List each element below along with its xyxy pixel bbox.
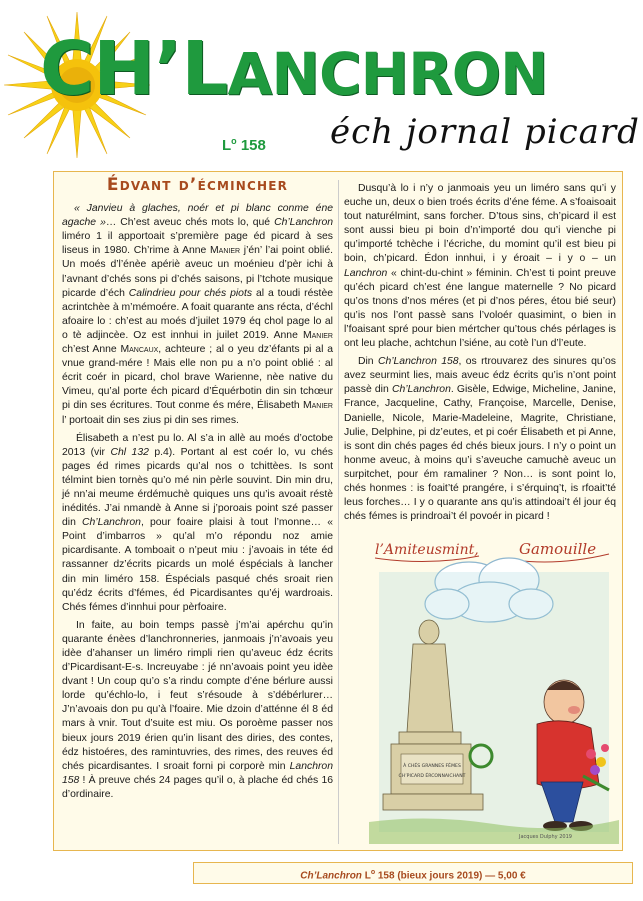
paragraph: Din Ch’Lanchron 158, os rtrouvarez des sinures qu’os avez seurmint lies, mais aveuc édz écrits qu’is n’ont point passè din Ch’Lanchron. Gisèle, Edwige, Micheline, Janine, France, Jacqueline, Cathy, Françoise, Marcelle, Denise, Danielle, Nicole, Marie-Madeleine, Magrite, Christiane, Julie, Delphine, pi dz’eutes, et pi coér Élisabeth et pi Anne, is sont din chés pages éd chés bieux jours. I n’y o point un honme aveuc, à moins qu’i s’aveuche camuchè aveuc un surpitchet, pour ém ramaliner ? Non… is sont point lo, chés honmes : is foait’té prangére, i s’érquinq’t, is rfoait’té leus forches… I y o quarante ans qu’is attindoai’t él jour éq chés fémes is prindroai’t él povoér in picard ! <box>344 356 616 523</box>
left-column <box>62 172 333 806</box>
signature-text: Gamouille <box>519 540 597 558</box>
plaque-line: CH’PICARD ÉRCONNAICHANT <box>398 774 466 779</box>
paragraph: Élisabeth a n’est pu lo. Al s’a in allè au moés d’octobe 2013 (vir Chl 132 p.4). Portant al est coér lo, vu chés pages éd rimes picards qu’al nos o tchittèes. Is sont télmint bien tornès qu’o mé nin pèrle souvint. Din min dru, jé nn’ai meume érdémuchè quiques uns qu’is avoait réstè inédités. J’ai nmandè à Anne si j’poroais point szé passer din Ch’Lanchron, pour foaire plaisi à tout l’monne… « Point d’imbarros » qu’al m’o répondu noz amie picardisante. A tomboait o n’peut miu : j’avoais in téte éd rassanner dz’écrits picards un molé éspécials à lancher din min liméro 158. Éspécials pasqué chés sroait rien qu’édz écrits d’fémes, éd Picardisantes qu’éj wardroais. Chés fémes d’innhui pour pèrfoaire. <box>62 432 333 613</box>
column-divider <box>338 180 339 844</box>
journal-title: CH’LANCHRON <box>40 26 548 112</box>
right-column <box>344 172 616 528</box>
paragraph: In faite, au boin temps passè j’m’ai apérchu qu’in quarante énèes d’lanchronneries, janmoais j’n’avoais yeu idèe d’ahanser un liméro rimpli rien qu’aveuc édz écrits d’Picardisant-E-s. Increuyabe : jé nn’avoais point yeu idèe dvant ! Un coup qu’o s’a rindu compte d’éne bérlure aussi lorde qu’échlo-lo, i feut s’résoude à s’débérlurer… J’n’avoais don pu qu’à l’foaire. Mie dzoin d’atténne él 8 éd mars à vnir. Tout d’suite est miu. Os poroème passer nos bieux jours 2019 érien qu’in lisant des diries, des contes, édz histoéres, des ramintuvries, des rimes, des reuves éd chés picardisantes. I sroait forni pi corporè min Lanchron 158 ! À preuve chés 24 pages qu’il o, à plache éd chés 16 d’ordinaire. <box>62 619 333 800</box>
article-frame <box>53 171 623 851</box>
artist-credit: Jacques Dulphy 2019 <box>519 834 572 840</box>
issue-number: $L^o$ 158 <box>222 136 266 154</box>
article-headline: Édvant d’écmincher <box>106 175 289 195</box>
plaque-line: À CHÉS GRANNES FÉMES <box>403 764 461 769</box>
paragraph: Dusqu’à lo i n’y o janmoais yeu un liméro sans qu’i y euche un, deux o bien troés écrits d’éne féme. A s’foaisoait tout naturélmint, sans forcher. D’tous sins, ch’picard il est sont aussi bieu pi boin d’n’importé dou qu’i vienche pi qu’importé tchèche i l’écriche, du momint qu’il est bieu pi boin, ch’picard. Édon innhui, i y éroait – i y o – un Lanchron « chint-du-chint » féminin. Ch’est ti point preuve qu’éch picard ch’est éne langue maternelle ? No picard qu’os tnons d’nos méres (et pi d’nos péres, étou bié seur) qu’is nos l’ont passè sans l’voloér quasimint, o bien in l’foaisant spré pour bien mértcher qu’tous chés pérlages is ont leu plache, achtchun l’siéne, au cotè l’un d’l’eute. <box>344 183 616 350</box>
paragraph: « Janvieu à glaches, noér et pi blanc conme éne agache »… Ch’est aveuc chés mots lo, qué Ch’Lanchron liméro 1 il apportoait s’première page éd picard à ses liseus in 1980. Ch’rime à Anne Manier j’én’ l’ai point oblié. Un moés d’l’énèe apériè aveuc un moénieu d’pèr ichi à l’avnant d’chés sons pi d’chés saisons, pi l’tchote musique picarde d’éch Calindrieu pour chés piots al a toudi réstèe acrintchèe à m’mémoére. A foait quarante ans récta, d’échl afoaire lo : ch’est au moés d’juilet 1979 éq chol page lo al o tè adjincèe. Oz est innhui in juilet 2019. Anne Manier ch’est Anne Mancaux, achteure ; al o yeu dz’éfants pi al a vnue grand-mére ! Mais elle non pu a n’o point oblié : al écrit coér in picard, chol brave Warienne, nèe native du Vimeu, qu’al porte éch picard d’Équérbotin din sin tchœur pi din ses écritures. Tout conme és mére, Élisabeth Manier l’ portoait din ses zius pi din ses rimes. <box>62 203 334 426</box>
journal-subtitle: éch jornal picard <box>330 112 640 152</box>
dedication-text: l’Amiteusmint, <box>375 542 479 558</box>
masthead <box>0 0 643 170</box>
issue-footer: Ch’Lanchron $L^o$ 158 (bieux jours 2019) — 5,00 € <box>193 862 633 884</box>
cartoon-illustration <box>369 532 619 844</box>
